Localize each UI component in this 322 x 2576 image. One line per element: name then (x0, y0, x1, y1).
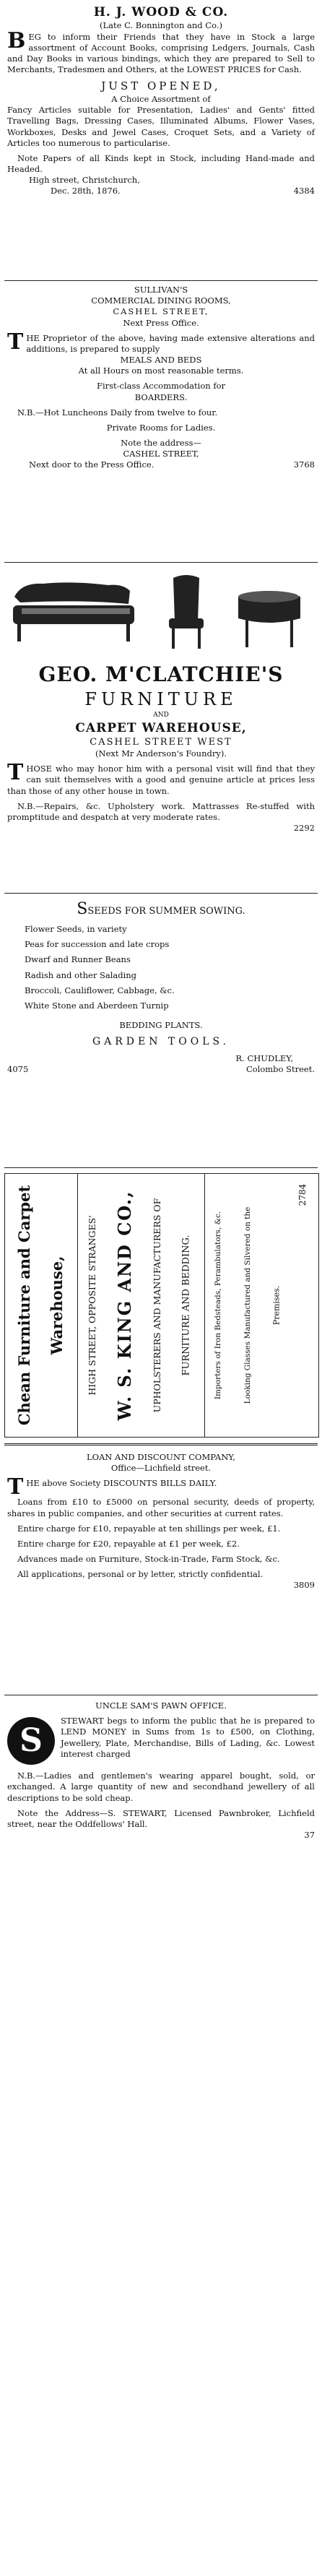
ad-ref: 4075 (7, 1063, 29, 1074)
ad-sullivans (0, 285, 322, 471)
ad-ref: 4384 (293, 186, 315, 196)
ad-line2: COMMERCIAL DINING ROOMS, (91, 295, 231, 306)
ad-loan (0, 1452, 322, 1591)
divider (4, 1167, 318, 1168)
list-item: Dwarf and Runner Beans (25, 954, 131, 965)
ad-p1: Loans from £10 to £5000 on personal security, deeds of property, shares in public companies, and other securities at current rates. (7, 1497, 315, 1518)
drop-cap: T (7, 329, 24, 355)
ad-p5: All applications, personal or by letter, strictly confidential. (17, 1569, 264, 1580)
ad-col2: Warehouse, (48, 1255, 66, 1355)
ad-boarders: BOARDERS. (134, 392, 188, 402)
ad-title: SULLIVAN'S (134, 285, 188, 295)
ad-note: Note the Address—S. STEWART, Licensed Pawnbroker, Lichfield street, near the Oddfellows' Hall. (7, 1807, 315, 1829)
divider (4, 562, 318, 563)
ad-p4: Advances made on Furniture, Stock-in-Trade, Farm Stock, &c. (17, 1554, 280, 1565)
list-item: Radish and other Salading (25, 969, 137, 980)
list-item: White Stone and Aberdeen Turnip (25, 1000, 169, 1011)
ad-p2: Entire charge for £10, repayable at ten shillings per week, £1. (17, 1523, 281, 1534)
ad-body: HOSE who may honor him with a personal visit will find that they can suit themselves with a good and genuine article at prices less than those of any other house in town. (7, 764, 315, 796)
ad-line4: CASHEL STREET WEST (90, 736, 232, 748)
ad-body: HE above Society DISCOUNTS BILLS DAILY. (26, 1478, 217, 1489)
ad-next: Next door to the Press Office. (29, 459, 155, 470)
ad-street: CASHEL STREET, (123, 449, 199, 459)
ad-note-addr: Note the address— (121, 438, 201, 449)
ad-address: High street, Christchurch, (29, 175, 140, 186)
ad-body: EG to inform their Friends that they have in Stock a large assortment of Account Books, comprising Ledgers, Journals, Cash and Day Books in various bindings, which they are prepared to Sell to Merchants, Tradesmen and Others, at the LOWEST PRICES for Cash. (7, 31, 315, 75)
ad-subtitle: (Late C. Bonnington and Co.) (100, 20, 222, 31)
ad-private: Private Rooms for Ladies. (106, 422, 216, 433)
ad-nb: N.B.—Repairs, &c. Upholstery work. Mattrasses Re-stuffed with promptitude and despatch at very moderate rates. (7, 800, 315, 822)
ad-heading: JUST OPENED, (101, 79, 221, 93)
ad-title: SEEDS FOR SUMMER SOWING. (87, 906, 245, 917)
ad-king-box (4, 1173, 319, 1438)
ad-col9: Premises. (271, 1285, 282, 1326)
ad-ref: 37 (304, 1830, 315, 1841)
ad-subheading: A Choice Assortment of (111, 94, 211, 105)
ad-hours: At all Hours on most reasonable terms. (78, 366, 244, 376)
ad-bedding: BEDDING PLANTS. (119, 1020, 203, 1031)
ad-p3: Entire charge for £20, repayable at £1 per week, £2. (17, 1538, 240, 1549)
ad-date: Dec. 28th, 1876. (51, 186, 121, 196)
seed-list (7, 924, 315, 1011)
drop-cap: T (7, 1474, 24, 1500)
ad-title2: FURNITURE (84, 688, 238, 709)
ad-mclatchie (0, 662, 322, 834)
ad-and: AND (153, 711, 169, 719)
ad-office: Office—Lichfield street. (110, 1463, 212, 1474)
list-item: Broccoli, Cauliflower, Cabbage, &c. (25, 985, 175, 995)
divider (4, 893, 318, 894)
divider (4, 1443, 318, 1445)
ad-tools: GARDEN TOOLS. (92, 1036, 230, 1048)
drop-cap-seal: S (7, 1717, 55, 1765)
ad-ref: 3768 (293, 459, 315, 470)
sofa-icon (13, 582, 134, 641)
ad-ref: 2292 (293, 823, 315, 834)
ad-meals: MEALS AND BEDS (120, 355, 202, 366)
ad-street: Colombo Street. (245, 1063, 315, 1074)
ad-line4: Next Press Office. (123, 317, 199, 328)
ad-uncle-sams (0, 1700, 322, 1841)
ad-line5: (Next Mr Anderson's Foundry). (95, 748, 227, 759)
ad-col4: W. S. KING AND CO., (114, 1190, 136, 1421)
stool-icon (238, 591, 300, 647)
ad-col6: FURNITURE AND BEDDING. (180, 1235, 192, 1376)
ad-title: GEO. M'CLATCHIE'S (38, 662, 284, 686)
ad-col8: Looking Glasses Manufactured and Silvered on the (243, 1206, 253, 1404)
ad-note: Note Papers of all Kinds kept in Stock, including Hand-made and Headed. (7, 152, 315, 175)
ad-name: R. CHUDLEY, (235, 1053, 293, 1063)
ad-line3: CARPET WAREHOUSE, (75, 720, 247, 735)
ad-body2: Fancy Articles suitable for Presentation, Ladies' and Gents' fitted Travelling Bags, Dressing Cases, Illuminated Albums, Flower Vases, Workboxes, Desks and Jewel Cases, Croquet Sets, and a Variety of Articles too numerous to particularise. (7, 105, 315, 148)
ad-col5: UPHOLSTERERS AND MANUFACTURERS OF (151, 1198, 162, 1413)
ad-first: First-class Accommodation for (96, 381, 226, 392)
ad-body: STEWART begs to inform the public that he is prepared to LEND MONEY in Sums from 1s to £500, on Clothing, Jewellery, Plate, Merchandise, Bills of Lading, &c. Lowest interest charged (61, 1716, 315, 1759)
ad-ref: 2784 (297, 1183, 308, 1206)
drop-cap: T (7, 760, 24, 786)
ad-ref: 3809 (293, 1580, 315, 1591)
ad-body: HE Proprietor of the above, having made extensive alterations and additions, is prepared to supply (26, 332, 315, 354)
ad-nb: N.B.—Hot Luncheons Daily from twelve to four. (17, 407, 218, 418)
list-item: Peas for succession and late crops (25, 939, 170, 950)
list-item: Flower Seeds, in variety (25, 924, 127, 935)
ad-col1: Chean Furniture and Carpet (15, 1185, 34, 1426)
ad-title: UNCLE SAM'S PAWN OFFICE. (95, 1700, 227, 1711)
ad-line3: CASHEL STREET, (113, 306, 209, 317)
ad-col3: HIGH STREET, OPPOSITE STRANGES' (86, 1215, 97, 1396)
chair-icon (169, 575, 204, 649)
ad-wood (0, 4, 322, 197)
ad-title: H. J. WOOD & CO. (93, 5, 229, 20)
ad-col7: Importers of Iron Bedsteads, Perambulators, &c. (214, 1211, 223, 1400)
divider (4, 280, 318, 281)
furniture-illustration (7, 568, 315, 657)
ad-title: LOAN AND DISCOUNT COMPANY, (86, 1452, 236, 1462)
ad-nb: N.B.—Ladies and gentlemen's wearing apparel bought, sold, or exchanged. A large quantity of new and secondhand jewellery of all descriptions to be sold cheap. (7, 1771, 315, 1803)
drop-cap: B (7, 27, 26, 53)
ad-seeds: SSEEDS FOR SUMMER SOWING. Flower Seeds, in variety Peas for succession and late crops Dwarf and Runner Beans Radish and other Salading Broccoli, Cauliflower, Cabbage, &c. White Stone and Aberdeen Turnip BEDDING PLANTS. GARDEN TOOLS. R. CHUDLEY, 4075 Colombo Street. (7, 900, 315, 1074)
